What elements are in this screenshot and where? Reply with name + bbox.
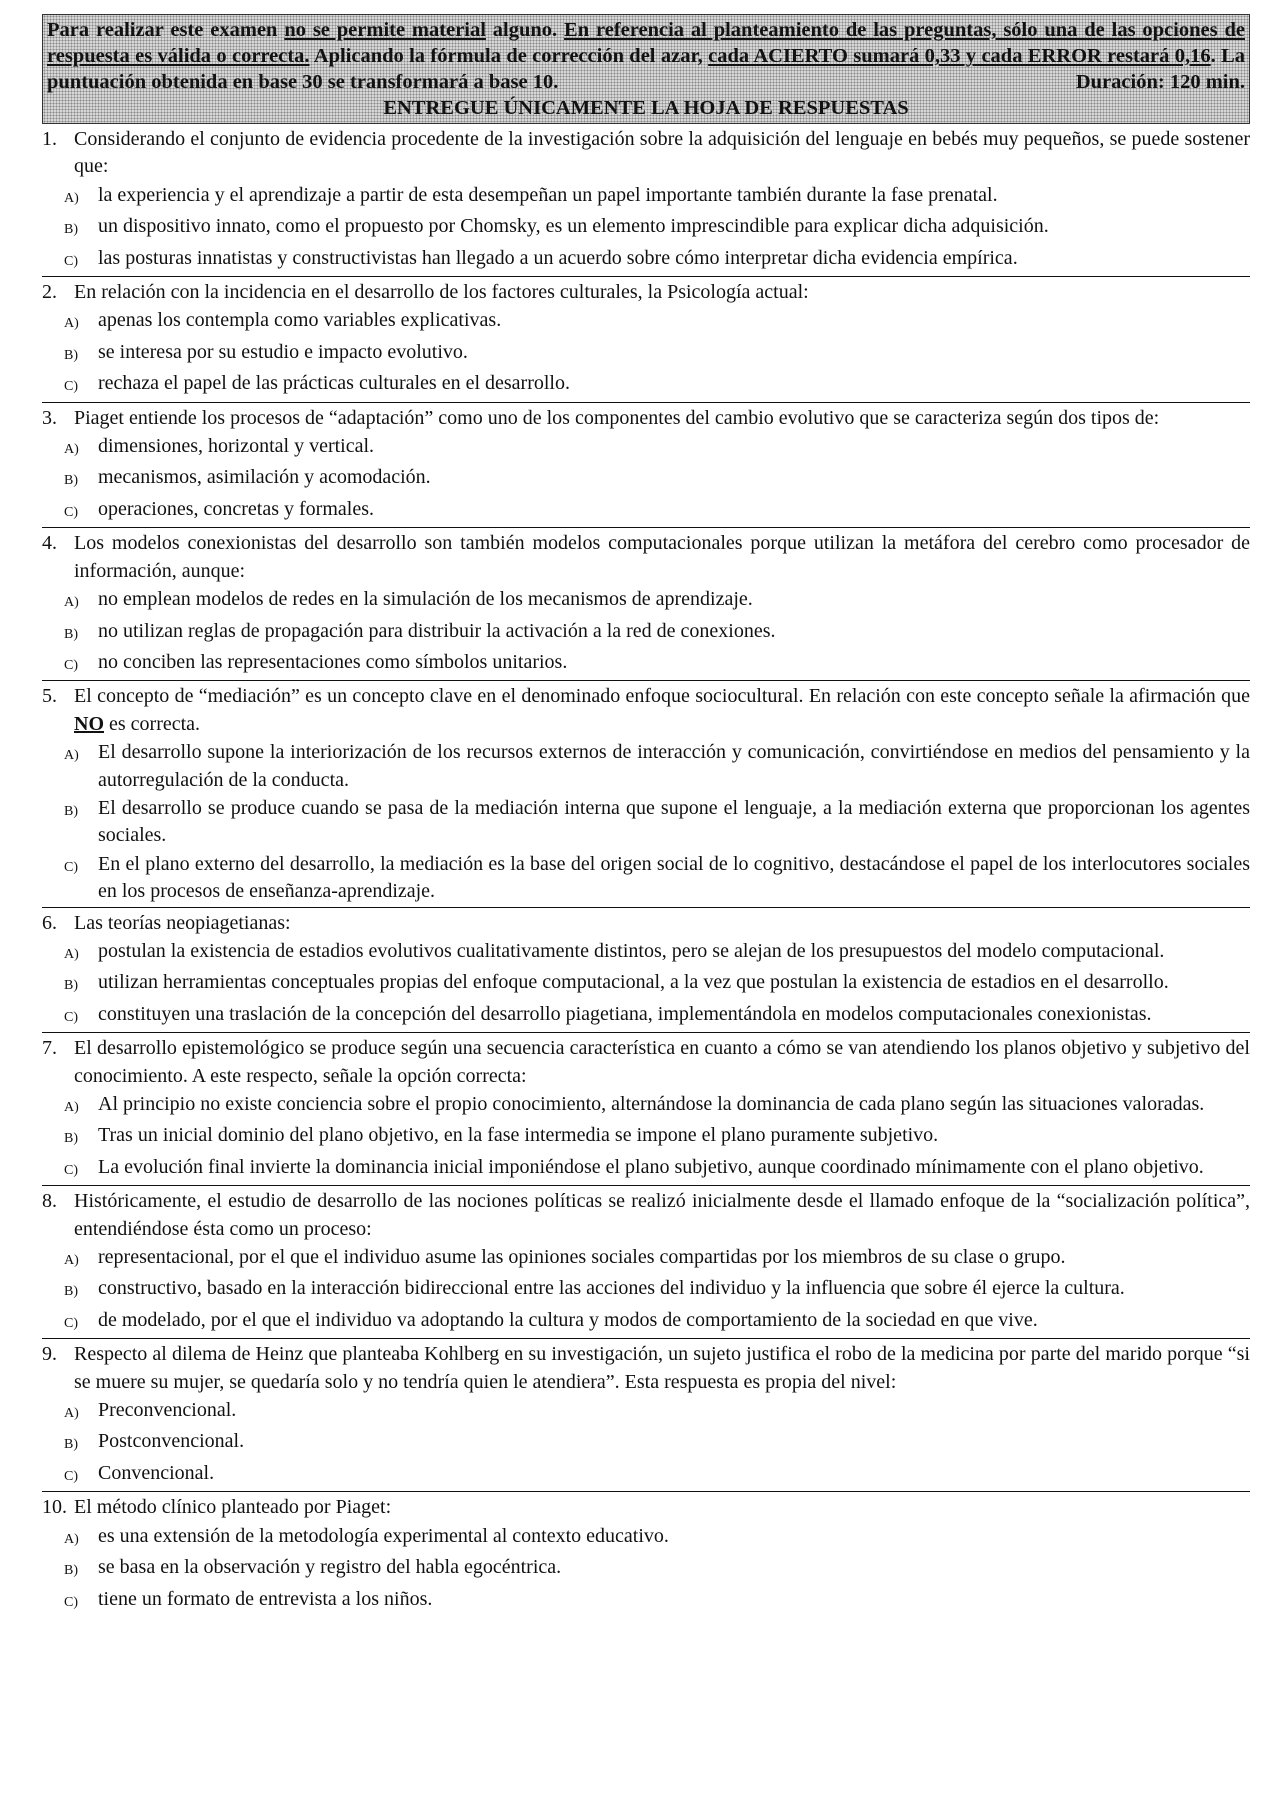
option-letter: C) xyxy=(64,379,78,395)
question-4 xyxy=(42,528,1250,681)
question-number: 6. xyxy=(42,911,57,934)
option-letter: C) xyxy=(64,1315,78,1331)
option-text: Tras un inicial dominio del plano objetivo, en la fase intermedia se impone el plano puramente subjetivo. xyxy=(98,1124,939,1147)
option-b xyxy=(42,339,1250,369)
question-text: Los modelos conexionistas del desarrollo son también modelos computacionales porque utilizan la metáfora del cerebro como procesador de información, aunque: xyxy=(74,532,1250,582)
exam-instructions xyxy=(42,14,1250,124)
option-text: un dispositivo innato, como el propuesto por Chomsky, es un elemento imprescindible para explicar dicha adquisición. xyxy=(98,215,1049,238)
option-letter: A) xyxy=(64,595,79,611)
question-text: Considerando el conjunto de evidencia procedente de la investigación sobre la adquisición del lenguaje en bebés muy pequeños, se puede sostener que: xyxy=(74,128,1250,178)
option-letter: A) xyxy=(64,442,79,458)
option-a xyxy=(42,739,1250,794)
question-text: Respecto al dilema de Heinz que planteaba Kohlberg en su investigación, un sujeto justifica el robo de la medicina por parte del marido porque “si se muere su mujer, se quedaría solo y no tendría quien le atendiera”. Esta respuesta es propia del nivel: xyxy=(74,1343,1250,1393)
option-text: Preconvencional. xyxy=(98,1399,237,1422)
option-letter: C) xyxy=(64,859,78,875)
option-a xyxy=(42,182,1250,212)
option-letter: B) xyxy=(64,1563,78,1579)
instr-part7: . La puntuación obtenida en base 30 se transformará a base 10. xyxy=(47,45,1245,93)
question-number: 7. xyxy=(42,1037,57,1060)
option-text: no emplean modelos de redes en la simulación de los mecanismos de aprendizaje. xyxy=(98,588,753,611)
option-text: postulan la existencia de estadios evolutivos cualitativamente distintos, pero se alejan de los presupuestos del modelo computacional. xyxy=(98,939,1165,962)
option-b xyxy=(42,1122,1250,1152)
instr-part5: Aplicando la fórmula de corrección del azar, xyxy=(309,45,709,67)
option-a xyxy=(42,1091,1250,1121)
option-text: de modelado, por el que el individuo va adoptando la cultura y modos de comportamiento de la sociedad en que vive. xyxy=(98,1308,1038,1331)
exam-page xyxy=(42,14,1250,1617)
option-b xyxy=(42,1275,1250,1305)
question-9 xyxy=(42,1339,1250,1492)
option-c xyxy=(42,1154,1250,1184)
option-letter: A) xyxy=(64,748,79,764)
option-c xyxy=(42,1001,1250,1031)
question-text: El desarrollo epistemológico se produce según una secuencia característica en cuanto a cómo se van atendiendo los planos objetivo y subjetivo del conocimiento. A este respecto, señale la opción correcta: xyxy=(74,1037,1250,1087)
option-text: no utilizan reglas de propagación para distribuir la activación a la red de conexiones. xyxy=(98,619,776,642)
option-letter: A) xyxy=(64,1253,79,1269)
negation-emphasis: NO xyxy=(74,712,104,735)
option-text: dimensiones, horizontal y vertical. xyxy=(98,435,375,458)
option-text: mecanismos, asimilación y acomodación. xyxy=(98,466,431,489)
instr-scoring: cada ACIERTO sumará 0,33 y cada ERROR restará 0,16 xyxy=(708,45,1211,67)
option-c xyxy=(42,370,1250,400)
deliver-notice: ENTREGUE ÚNICAMENTE LA HOJA DE RESPUESTAS xyxy=(383,97,909,119)
option-c xyxy=(42,1460,1250,1490)
option-b xyxy=(42,1554,1250,1584)
option-a xyxy=(42,1523,1250,1553)
option-text: El desarrollo se produce cuando se pasa de la mediación interna que supone el lenguaje, a la mediación externa que proporcionan los agentes sociales. xyxy=(98,796,1250,847)
option-letter: A) xyxy=(64,1406,79,1422)
option-c xyxy=(42,1307,1250,1337)
option-c xyxy=(42,1586,1250,1616)
option-text: apenas los contempla como variables explicativas. xyxy=(98,309,502,332)
option-b xyxy=(42,213,1250,243)
option-letter: A) xyxy=(64,316,79,332)
option-b xyxy=(42,795,1250,850)
question-number: 4. xyxy=(42,532,57,555)
option-a xyxy=(42,938,1250,968)
option-letter: C) xyxy=(64,504,78,520)
question-8 xyxy=(42,1186,1250,1339)
option-letter: B) xyxy=(64,1437,78,1453)
option-a xyxy=(42,586,1250,616)
question-text xyxy=(74,683,1250,738)
option-letter: B) xyxy=(64,347,78,363)
option-text: la experiencia y el aprendizaje a partir de esta desempeñan un papel importante también durante la fase prenatal. xyxy=(98,183,998,206)
option-b xyxy=(42,618,1250,648)
option-text: El desarrollo supone la interiorización de los recursos externos de interacción y comunicación, convirtiéndose en medios del pensamiento y la autorregulación de la conducta. xyxy=(98,741,1250,791)
exam-duration: Duración: 120 min. xyxy=(1075,71,1245,93)
question-number: 9. xyxy=(42,1343,57,1366)
option-text: operaciones, concretas y formales. xyxy=(98,497,374,520)
option-letter: A) xyxy=(64,946,79,962)
option-text: utilizan herramientas conceptuales propias del enfoque computacional, a la vez que postulan la existencia de estadios en el desarrollo. xyxy=(98,971,1169,994)
option-letter: B) xyxy=(64,1284,78,1300)
option-c xyxy=(42,649,1250,679)
question-number: 8. xyxy=(42,1190,57,1213)
instr-no-material: no se permite material xyxy=(284,19,486,41)
option-c xyxy=(42,496,1250,526)
option-b xyxy=(42,969,1250,999)
option-text: las posturas innatistas y constructivistas han llegado a un acuerdo sobre cómo interpretar dicha evidencia empírica. xyxy=(98,246,1018,269)
question-1 xyxy=(42,124,1250,277)
option-letter: B) xyxy=(64,473,78,489)
option-text: constituyen una traslación de la concepción del desarrollo piagetiana, implementándola en modelos computacionales conexionistas. xyxy=(98,1002,1152,1025)
option-c xyxy=(42,851,1250,906)
question-text-start: El concepto de “mediación” es un concepto clave en el denominado enfoque sociocultural. En relación con este concepto señale la afirmación que xyxy=(74,685,1250,708)
question-number: 1. xyxy=(42,128,57,150)
option-a xyxy=(42,1397,1250,1427)
option-letter: C) xyxy=(64,253,78,269)
question-number: 5. xyxy=(42,685,57,708)
option-letter: C) xyxy=(64,1594,78,1610)
question-10 xyxy=(42,1492,1250,1617)
option-letter: B) xyxy=(64,803,78,819)
option-letter: A) xyxy=(64,1100,79,1115)
question-6 xyxy=(42,908,1250,1034)
question-text: Históricamente, el estudio de desarrollo de las nociones políticas se realizó inicialmente desde el llamado enfoque de la “socialización política”, entendiéndose ésta como un proceso: xyxy=(74,1190,1250,1240)
question-5 xyxy=(42,681,1250,907)
question-number: 2. xyxy=(42,281,57,304)
option-text: La evolución final invierte la dominancia inicial imponiéndose el plano subjetivo, aunque coordinado mínimamente con el plano objetivo. xyxy=(98,1155,1204,1178)
option-text: representacional, por el que el individuo asume las opiniones sociales compartidas por los miembros de su clase o grupo. xyxy=(98,1246,1066,1269)
question-text: Piaget entiende los procesos de “adaptación” como uno de los componentes del cambio evolutivo que se caracteriza según dos tipos de: xyxy=(74,406,1160,429)
option-letter: B) xyxy=(64,978,78,994)
option-letter: B) xyxy=(64,626,78,642)
question-2 xyxy=(42,277,1250,403)
option-a xyxy=(42,1244,1250,1274)
option-c xyxy=(42,245,1250,275)
option-text: se basa en la observación y registro del habla egocéntrica. xyxy=(98,1556,562,1579)
option-a xyxy=(42,433,1250,463)
option-letter: C) xyxy=(64,1162,78,1178)
option-text: rechaza el papel de las prácticas culturales en el desarrollo. xyxy=(98,372,570,395)
question-7 xyxy=(42,1033,1250,1186)
option-text: no conciben las representaciones como símbolos unitarios. xyxy=(98,650,568,673)
option-text: es una extensión de la metodología experimental al contexto educativo. xyxy=(98,1524,669,1547)
option-text: En el plano externo del desarrollo, la mediación es la base del origen social de lo cognitivo, destacándose el papel de los interlocutores sociales en los procesos de enseñanza-aprendizaje. xyxy=(98,852,1250,903)
option-text: Convencional. xyxy=(98,1461,215,1484)
option-a xyxy=(42,307,1250,337)
option-letter: A) xyxy=(64,1531,79,1547)
question-3 xyxy=(42,403,1250,529)
question-list xyxy=(42,124,1250,1617)
question-number: 3. xyxy=(42,406,57,429)
instr-part3: alguno. xyxy=(485,19,565,41)
option-letter: B) xyxy=(64,1131,78,1147)
option-text: constructivo, basado en la interacción bidireccional entre las acciones del individuo y la influencia que sobre él ejerce la cultura. xyxy=(98,1277,1125,1300)
option-text: Al principio no existe conciencia sobre el propio conocimiento, alternándose la dominancia de cada plano según las situaciones valoradas. xyxy=(98,1093,1205,1115)
option-letter: C) xyxy=(64,657,78,673)
instr-single-answer: En referencia al planteamiento de las preguntas, sólo una de las opciones de respuesta es válida o correcta. xyxy=(47,19,1245,67)
option-letter: A) xyxy=(64,190,79,206)
option-text: tiene un formato de entrevista a los niños. xyxy=(98,1587,433,1610)
question-text-end: es correcta. xyxy=(104,712,201,735)
instr-part1: Para realizar este examen xyxy=(47,19,285,41)
question-text: Las teorías neopiagetianas: xyxy=(74,911,291,934)
question-text: En relación con la incidencia en el desarrollo de los factores culturales, la Psicología actual: xyxy=(74,281,809,304)
option-letter: B) xyxy=(64,222,78,238)
option-text: Postconvencional. xyxy=(98,1430,245,1453)
option-b xyxy=(42,464,1250,494)
option-text: se interesa por su estudio e impacto evolutivo. xyxy=(98,340,468,363)
question-text: El método clínico planteado por Piaget: xyxy=(74,1496,392,1519)
option-b xyxy=(42,1428,1250,1458)
question-number: 10. xyxy=(42,1496,67,1519)
option-letter: C) xyxy=(64,1468,78,1484)
option-letter: C) xyxy=(64,1009,78,1025)
